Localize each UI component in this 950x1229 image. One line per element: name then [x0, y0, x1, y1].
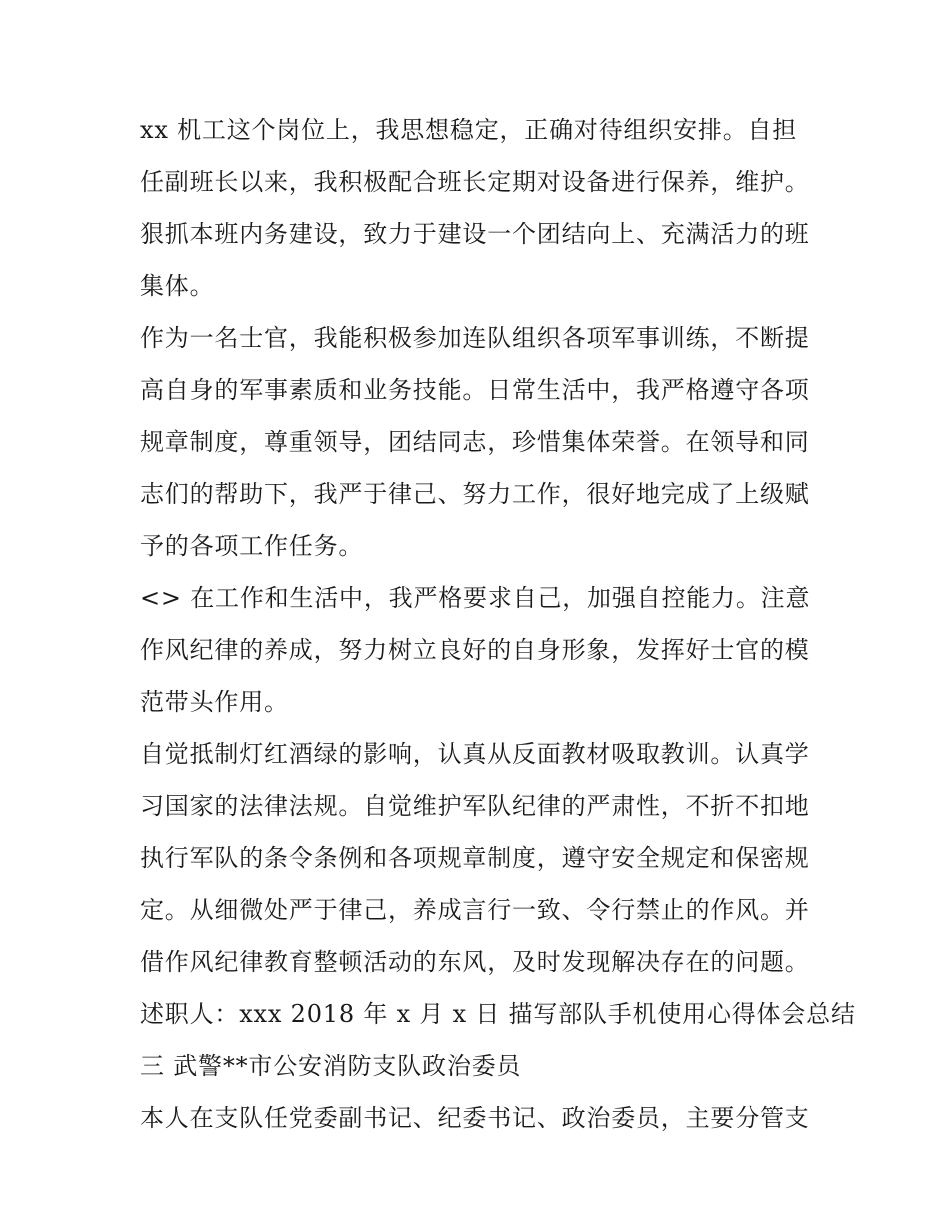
text-line: 三 武警**市公安消防支队政治委员	[140, 1052, 522, 1080]
text-line: 作风纪律的养成，努力树立良好的自身形象，发挥好士官的模	[140, 636, 810, 664]
text-line: 高自身的军事素质和业务技能。日常生活中，我严格遵守各项	[140, 376, 810, 404]
text-line: 借作风纪律教育整顿活动的东风，及时发现解决存在的问题。	[140, 948, 810, 976]
text-line: 执行军队的条令条例和各项规章制度，遵守安全规定和保密规	[140, 844, 810, 872]
text-line: 本人在支队任党委副书记、纪委书记、政治委员，主要分管支	[140, 1104, 810, 1132]
text-line: 作为一名士官，我能积极参加连队组织各项军事训练，不断提	[140, 324, 810, 352]
text-line: 狠抓本班内务建设，致力于建设一个团结向上、充满活力的班	[140, 220, 810, 248]
text-line: xx 机工这个岗位上，我思想稳定，正确对待组织安排。自担	[140, 116, 798, 144]
text-line: 任副班长以来，我积极配合班长定期对设备进行保养，维护。	[140, 168, 810, 196]
text-line: 定。从细微处严于律己，养成言行一致、令行禁止的作风。并	[140, 896, 810, 924]
text-line: 范带头作用。	[140, 688, 289, 716]
text-line: 规章制度，尊重领导，团结同志，珍惜集体荣誉。在领导和同	[140, 428, 810, 456]
text-line: <> 在工作和生活中，我严格要求自己，加强自控能力。注意	[140, 584, 811, 612]
text-line: 述职人：xxx 2018 年 x 月 x 日 描写部队手机使用心得体会总结	[140, 1000, 856, 1028]
text-line: 予的各项工作任务。	[140, 532, 364, 560]
text-line: 集体。	[140, 272, 215, 300]
text-line: 自觉抵制灯红酒绿的影响，认真从反面教材吸取教训。认真学	[140, 740, 810, 768]
text-line: 习国家的法律法规。自觉维护军队纪律的严肃性，不折不扣地	[140, 792, 810, 820]
document-body	[140, 104, 856, 1144]
text-line: 志们的帮助下，我严于律己、努力工作，很好地完成了上级赋	[140, 480, 810, 508]
